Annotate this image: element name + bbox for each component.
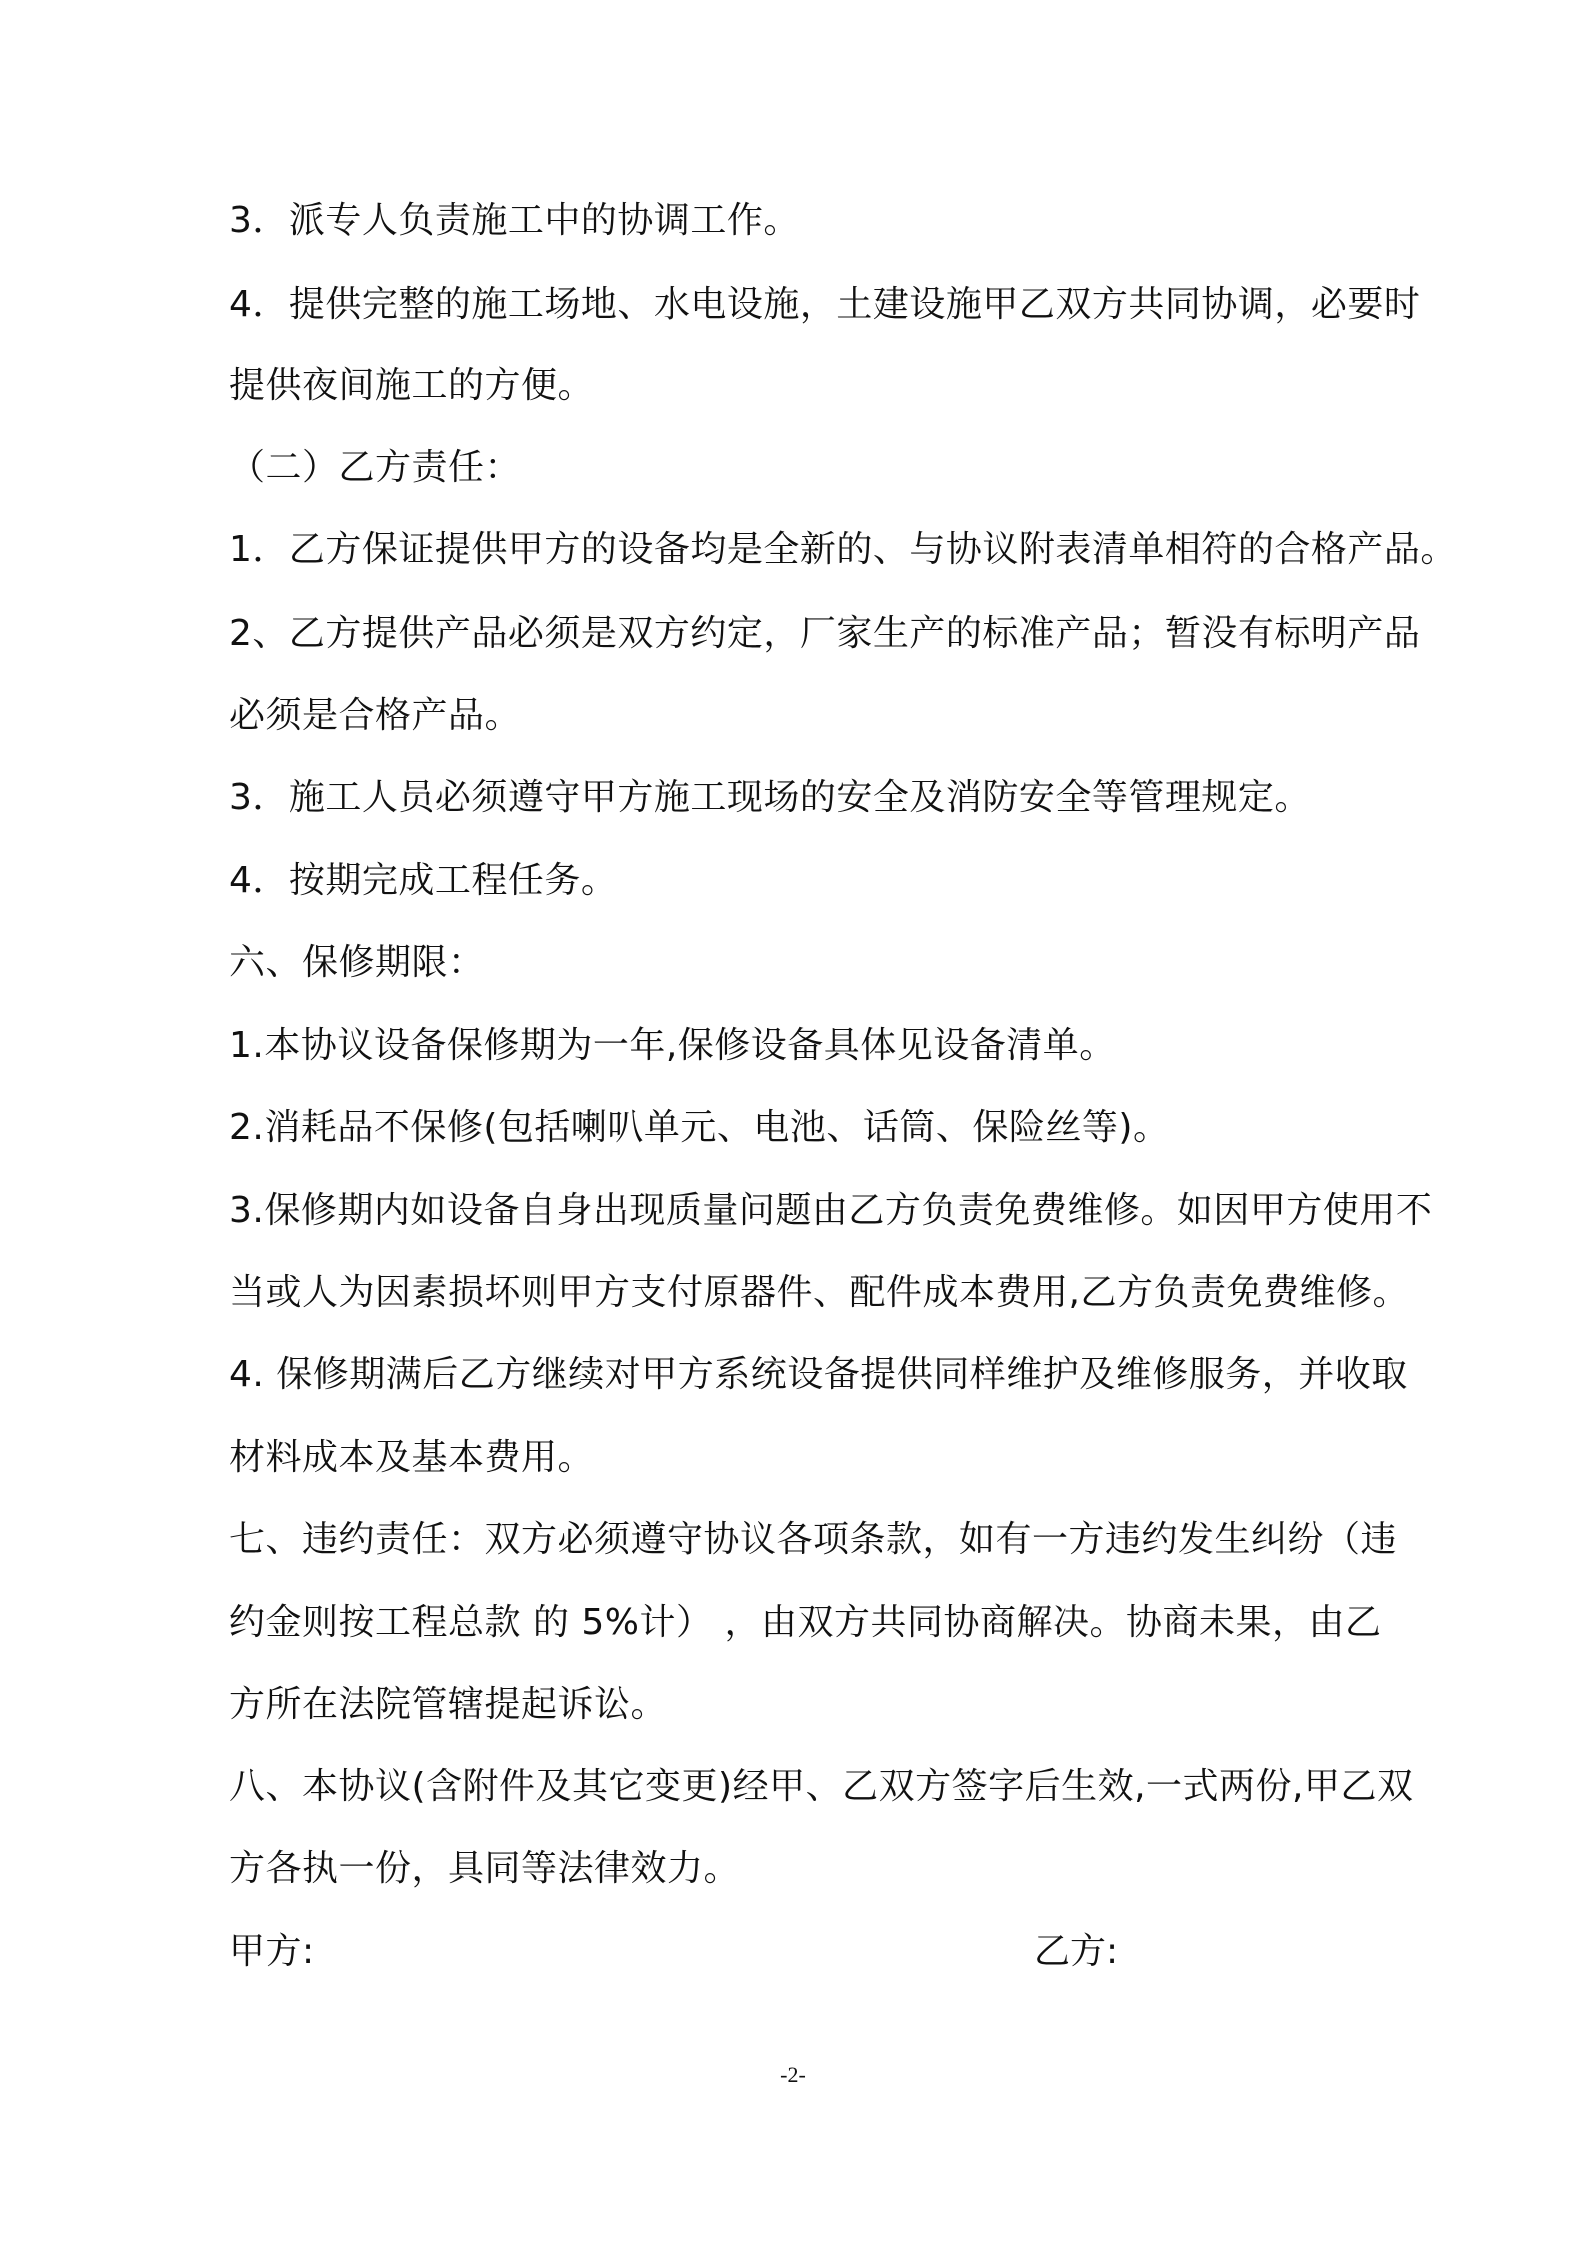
body-line: 七、违约责任：双方必须遵守协议各项条款，如有一方违约发生纠纷（违 xyxy=(229,1519,1398,1560)
body-line: 材料成本及基本费用。 xyxy=(229,1437,595,1478)
body-line: 2、乙方提供产品必须是双方约定，厂家生产的标准产品；暂没有标明产品 xyxy=(229,613,1421,654)
body-line: 方各执一份，具同等法律效力。 xyxy=(229,1848,741,1889)
body-line: 约金则按工程总款 的 5%计） ，由双方共同协商解决。协商未果，由乙 xyxy=(229,1602,1382,1643)
body-line: 3.保修期内如设备自身出现质量问题由乙方负责免费维修。如因甲方使用不 xyxy=(229,1190,1433,1231)
section-heading: 六、保修期限： xyxy=(229,942,485,983)
body-line: 方所在法院管辖提起诉讼。 xyxy=(229,1684,668,1725)
party-b-signature-label: 乙方: xyxy=(1034,1931,1119,1972)
section-heading: （二）乙方责任： xyxy=(229,447,522,488)
body-line: 3．施工人员必须遵守甲方施工现场的安全及消防安全等管理规定。 xyxy=(229,777,1311,818)
body-line: 八、本协议(含附件及其它变更)经甲、乙双方签字后生效,一式两份,甲乙双 xyxy=(229,1766,1414,1807)
page-number: -2- xyxy=(780,2062,806,2087)
party-a-signature-label: 甲方: xyxy=(229,1931,315,1972)
body-line: 当或人为因素损坏则甲方支付原器件、配件成本费用,乙方负责免费维修。 xyxy=(229,1272,1409,1313)
body-line: 4. 保修期满后乙方继续对甲方系统设备提供同样维护及维修服务，并收取 xyxy=(229,1354,1408,1395)
body-line: 2.消耗品不保修(包括喇叭单元、电池、话筒、保险丝等)。 xyxy=(229,1107,1170,1148)
body-line: 提供夜间施工的方便。 xyxy=(229,365,595,406)
body-line: 3．派专人负责施工中的协调工作。 xyxy=(229,200,800,241)
body-line: 1．乙方保证提供甲方的设备均是全新的、与协议附表清单相符的合格产品。 xyxy=(229,529,1457,570)
body-line: 必须是合格产品。 xyxy=(229,695,522,736)
body-line: 4．提供完整的施工场地、水电设施，土建设施甲乙双方共同协调，必要时 xyxy=(229,284,1421,325)
body-line: 4．按期完成工程任务。 xyxy=(229,860,618,901)
body-line: 1.本协议设备保修期为一年,保修设备具体见设备清单。 xyxy=(229,1025,1116,1066)
